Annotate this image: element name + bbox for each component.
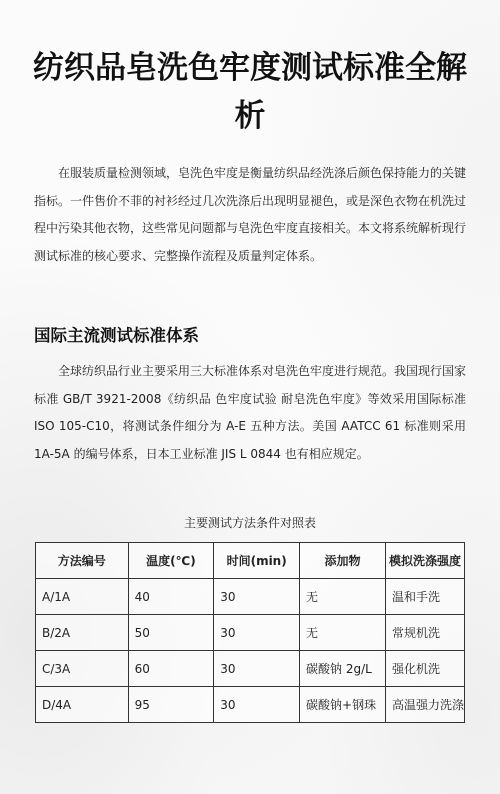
- table-caption: 主要测试方法条件对照表: [183, 516, 316, 530]
- table-cell: 30: [214, 687, 300, 723]
- table-cell: 常规机洗: [385, 615, 464, 651]
- table-row: [36, 651, 465, 687]
- section-paragraph: 全球纺织品行业主要采用三大标准体系对皂洗色牢度进行规范。我国现行国家标准 GB/T 3921-2008《纺织品 色牢度试验 耐皂洗色牢度》等效采用国际标准 ISO 105-C10，将测试条件细分为 A-E 五种方法。美国 AATCC 61 标准则采用 1A-5A 的编号体系，日本工业标准 JIS L 0844 也有相应规定。: [34, 364, 467, 461]
- header-cell: 温度(℃): [128, 543, 214, 579]
- table-cell: 无: [300, 615, 386, 651]
- table-cell: 30: [214, 651, 300, 687]
- table-cell: 碳酸钠+钢珠: [300, 687, 386, 723]
- table-cell: C/3A: [36, 651, 129, 687]
- table-cell: B/2A: [36, 615, 129, 651]
- header-cell: 模拟洗涤强度: [385, 543, 464, 579]
- table-cell: 30: [214, 615, 300, 651]
- intro-paragraph: 在服装质量检测领域，皂洗色牢度是衡量纺织品经洗涤后颜色保持能力的关键指标。一件售价不菲的衬衫经过几次洗涤后出现明显褪色，或是深色衣物在机洗过程中污染其他衣物，这些常见问题都与皂洗色牢度直接相关。本文将系统解析现行测试标准的核心要求、完整操作流程及质量判定体系。: [34, 166, 467, 263]
- table-row: [36, 579, 465, 615]
- table-header-row: [36, 543, 465, 579]
- header-cell: 方法编号: [36, 543, 129, 579]
- table-cell: 无: [300, 579, 386, 615]
- table-cell: A/1A: [36, 579, 129, 615]
- table-cell: 碳酸钠 2g/L: [300, 651, 386, 687]
- article-title: 纺织品皂洗色牢度测试标准全解析: [33, 50, 467, 134]
- table-cell: 40: [128, 579, 214, 615]
- table-cell: 60: [128, 651, 214, 687]
- table-cell: 30: [214, 579, 300, 615]
- table-cell: 强化机洗: [385, 651, 464, 687]
- table-cell: 50: [128, 615, 214, 651]
- table-cell: 高温强力洗涤: [385, 687, 464, 723]
- table-cell: D/4A: [36, 687, 129, 723]
- method-table: [35, 542, 465, 723]
- table-cell: 温和手洗: [385, 579, 464, 615]
- table-row: [36, 687, 465, 723]
- header-cell: 添加物: [300, 543, 386, 579]
- table-row: [36, 615, 465, 651]
- header-cell: 时间(min): [214, 543, 300, 579]
- table-cell: 95: [128, 687, 214, 723]
- section-heading: 国际主流测试标准体系: [34, 326, 199, 345]
